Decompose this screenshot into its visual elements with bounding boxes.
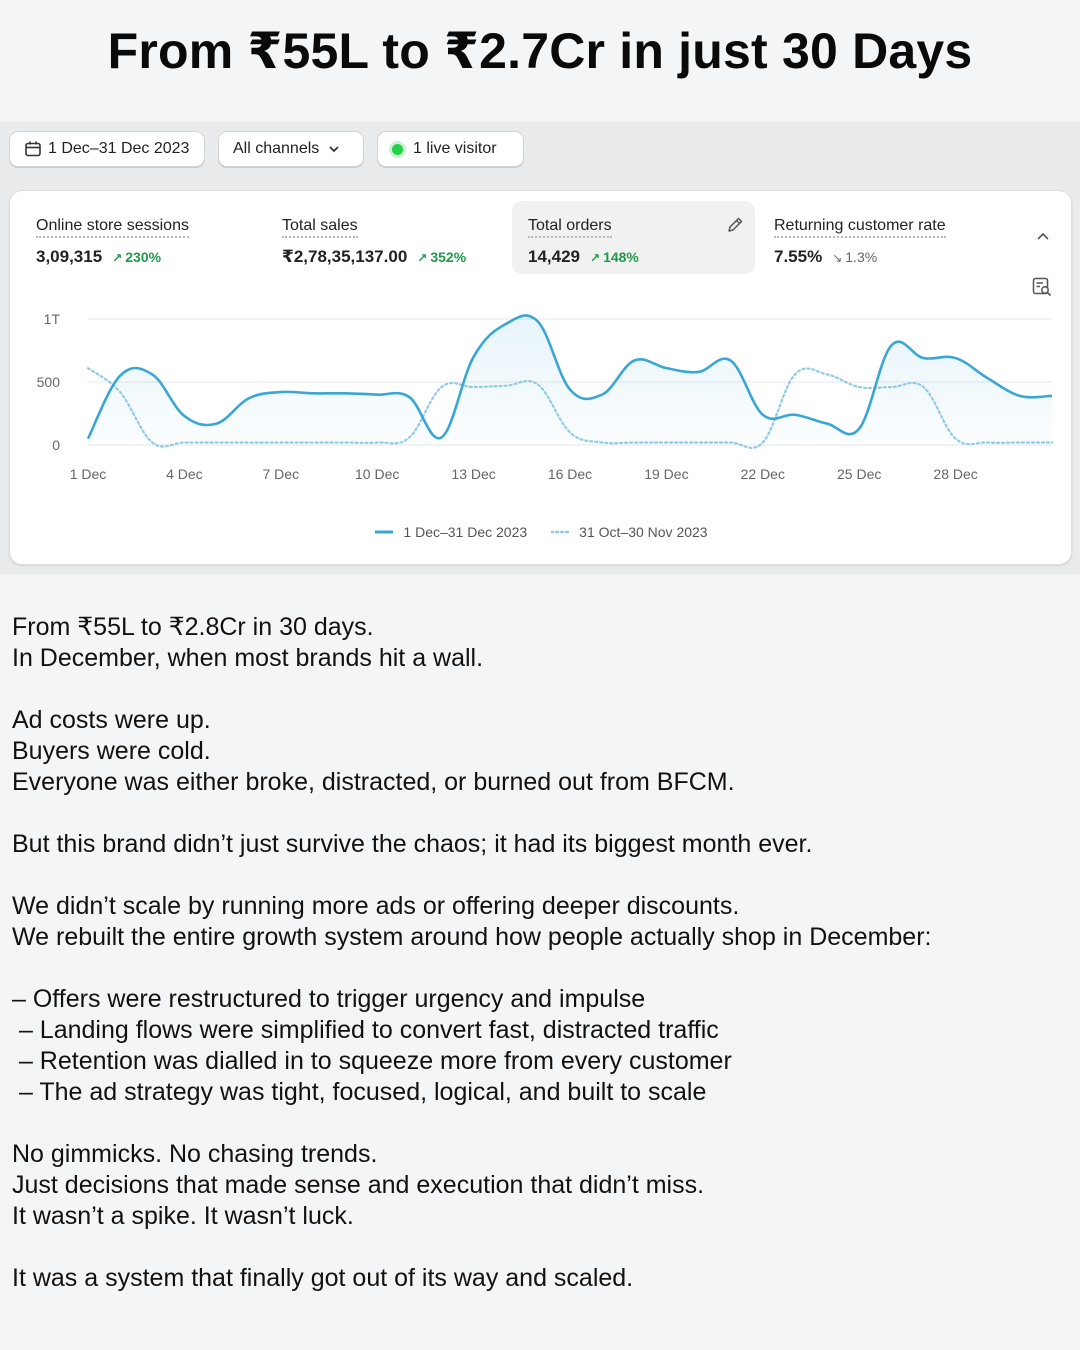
body-line: Buyers were cold.	[12, 737, 211, 765]
arrow-down-icon: ↘	[832, 251, 843, 265]
x-tick-label: 13 Dec	[451, 466, 496, 482]
calendar-icon	[24, 140, 42, 158]
body-line: – Retention was dialled in to squeeze more from every customer	[12, 1047, 732, 1075]
x-tick-label: 10 Dec	[355, 466, 400, 482]
date-range-button[interactable]	[9, 131, 205, 167]
x-tick-label: 25 Dec	[837, 466, 882, 482]
body-line: Everyone was either broke, distracted, or burned out from BFCM.	[12, 768, 735, 796]
body-line: We rebuilt the entire growth system around how people actually shop in December:	[12, 923, 932, 951]
body-line: In December, when most brands hit a wall.	[12, 644, 484, 672]
metric-value: 3,09,315	[36, 247, 103, 266]
arrow-up-icon: ↗	[417, 251, 428, 265]
x-tick-label: 28 Dec	[933, 466, 978, 482]
chevron-up-icon[interactable]	[1035, 229, 1051, 250]
metric-label: Total sales	[282, 217, 358, 238]
chart-legend	[10, 524, 1073, 540]
legend-previous	[551, 524, 707, 540]
body-line	[12, 798, 1072, 829]
y-tick-label: 1T	[43, 311, 60, 327]
metric-total-sales[interactable]	[266, 201, 506, 274]
legend-current-label: 1 Dec–31 Dec 2023	[403, 524, 528, 540]
body-line	[12, 1232, 1072, 1263]
series-current-area	[88, 315, 1052, 445]
legend-previous-label: 31 Oct–30 Nov 2023	[579, 524, 708, 540]
headline: From ₹55L to ₹2.7Cr in just 30 Days	[107, 23, 973, 79]
arrow-up-icon: ↗	[590, 251, 601, 265]
body-line: It was a system that finally got out of its way and scaled.	[12, 1264, 634, 1292]
metric-delta: ↗ 148%	[590, 249, 639, 265]
metric-label: Online store sessions	[36, 217, 189, 238]
body-line	[12, 860, 1072, 891]
body-line: From ₹55L to ₹2.8Cr in 30 days.	[12, 613, 374, 641]
body-line: – The ad strategy was tight, focused, logical, and built to scale	[12, 1078, 707, 1106]
pencil-icon[interactable]	[725, 215, 745, 240]
x-tick-label: 22 Dec	[740, 466, 785, 482]
metric-label: Returning customer rate	[774, 217, 946, 238]
orders-line-chart	[10, 301, 1073, 501]
body-line: Ad costs were up.	[12, 706, 211, 734]
body-line: – Offers were restructured to trigger urgency and impulse	[12, 985, 646, 1013]
metric-label: Total orders	[528, 217, 612, 238]
x-tick-label: 4 Dec	[166, 466, 203, 482]
chevron-down-icon	[327, 142, 341, 156]
metric-sessions[interactable]	[20, 201, 260, 274]
x-tick-label: 19 Dec	[644, 466, 689, 482]
arrow-up-icon: ↗	[112, 251, 123, 265]
channels-dropdown[interactable]	[218, 131, 364, 167]
y-tick-label: 0	[52, 437, 60, 453]
analytics-screenshot	[0, 122, 1080, 574]
live-visitor-button[interactable]	[377, 131, 524, 167]
x-tick-label: 7 Dec	[262, 466, 300, 482]
body-line	[12, 953, 1072, 984]
y-tick-label: 500	[36, 374, 60, 390]
x-tick-label: 1 Dec	[69, 466, 107, 482]
chart-search-icon[interactable]	[1031, 276, 1053, 303]
metric-value: 14,429	[528, 247, 580, 266]
metric-returning-rate[interactable]	[758, 201, 1008, 274]
body-line: Just decisions that made sense and execution that didn’t miss.	[12, 1171, 705, 1199]
metric-value: 7.55%	[774, 247, 823, 266]
live-dot-icon	[392, 144, 403, 155]
body-line: We didn’t scale by running more ads or offering deeper discounts.	[12, 892, 740, 920]
metric-delta: ↗ 230%	[112, 249, 162, 265]
legend-current	[375, 524, 527, 540]
channels-label: All channels	[233, 140, 320, 157]
metric-delta: ↗ 352%	[417, 249, 467, 265]
body-line	[12, 1108, 1072, 1139]
body-line	[12, 674, 1072, 705]
post-body	[12, 612, 1072, 1294]
metric-total-orders[interactable]	[512, 201, 755, 274]
metric-value: ₹2,78,35,137.00	[282, 247, 408, 266]
live-visitor-label: 1 live visitor	[413, 140, 497, 157]
metric-delta: ↘ 1.3%	[832, 249, 878, 265]
date-range-label: 1 Dec–31 Dec 2023	[48, 140, 190, 157]
body-line: It wasn’t a spike. It wasn’t luck.	[12, 1202, 354, 1230]
x-tick-label: 16 Dec	[547, 466, 593, 482]
body-line: But this brand didn’t just survive the chaos; it had its biggest month ever.	[12, 830, 813, 858]
body-line: – Landing flows were simplified to convert fast, distracted traffic	[12, 1016, 719, 1044]
metrics-card	[9, 190, 1072, 565]
body-line: No gimmicks. No chasing trends.	[12, 1140, 378, 1168]
